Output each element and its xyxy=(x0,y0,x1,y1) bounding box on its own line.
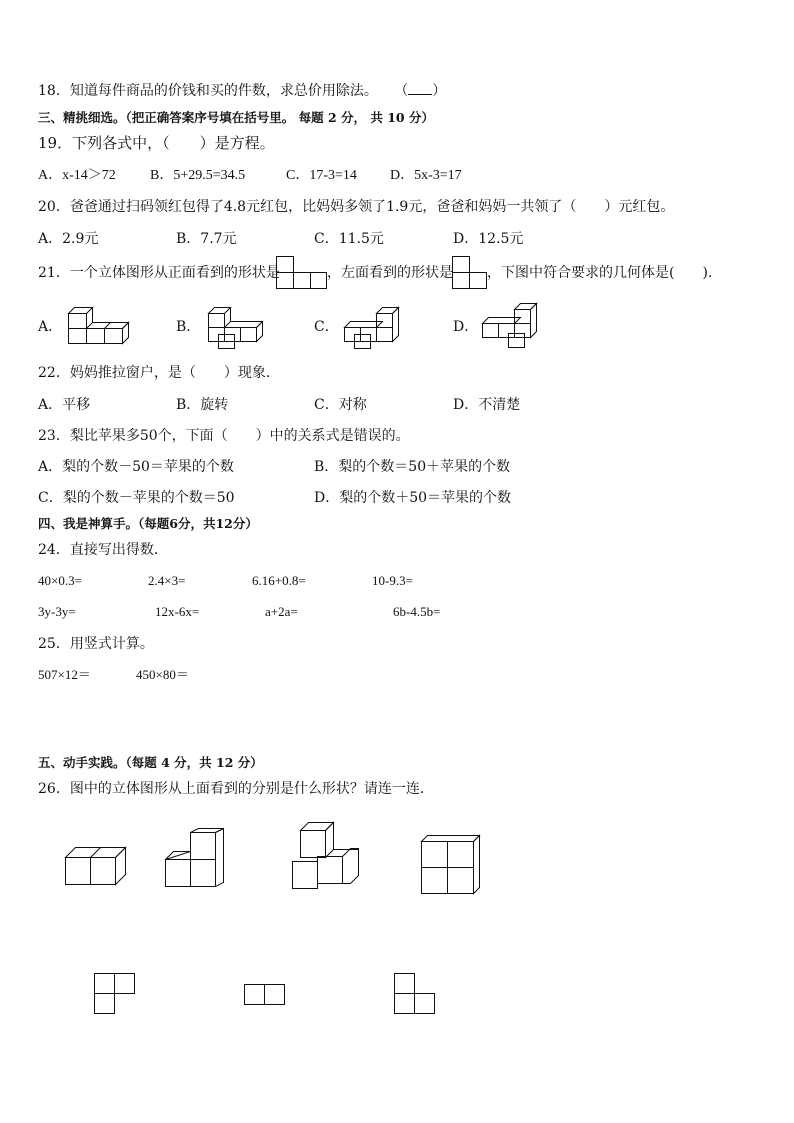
q23-option-d[interactable]: D．梨的个数＋50＝苹果的个数 xyxy=(314,490,512,506)
q22-option-a[interactable]: A．平移 xyxy=(38,397,91,413)
solid-figure-3 xyxy=(290,820,362,892)
q21-part1: 21．一个立体图形从正面看到的形状是 xyxy=(38,265,280,281)
question-19-stem: 19．下列各式中，（ ）是方程。 xyxy=(38,134,275,152)
vertical-calc-item[interactable]: 450×80＝ xyxy=(136,667,189,682)
answer-paren-close: ） xyxy=(432,83,447,99)
section-5-title: 五、动手实践。（每题 4 分，共 12 分） xyxy=(38,755,263,770)
top-view-shape-3[interactable] xyxy=(394,973,436,1015)
left-view-figure xyxy=(452,256,488,290)
calc-item[interactable]: 40×0.3= xyxy=(38,573,82,588)
q21-option-b[interactable]: B． xyxy=(176,319,201,335)
question-18-text: 18．知道每件商品的价钱和买的件数，求总价用除法。 xyxy=(38,83,378,99)
q19-option-c[interactable]: C．17-3=14 xyxy=(286,168,357,183)
question-24-stem: 24．直接写出得数． xyxy=(38,542,168,558)
q19-option-d[interactable]: D．5x-3=17 xyxy=(390,168,462,183)
calc-item[interactable]: 12x-6x= xyxy=(155,604,200,619)
solid-figure-1 xyxy=(64,842,128,888)
q20-option-c[interactable]: C．11.5元 xyxy=(314,231,384,247)
q22-option-b[interactable]: B．旋转 xyxy=(176,397,229,413)
top-view-shape-2[interactable] xyxy=(244,984,286,1006)
vertical-calc-item[interactable]: 507×12＝ xyxy=(38,667,91,682)
q21-part2: ，左面看到的形状是 xyxy=(327,265,453,281)
answer-paren-open: （ xyxy=(394,83,409,99)
q23-option-a[interactable]: A．梨的个数－50＝苹果的个数 xyxy=(38,459,234,475)
solid-figure-4 xyxy=(420,834,482,896)
calc-item[interactable]: 3y-3y= xyxy=(38,604,76,619)
top-view-shape-1[interactable] xyxy=(94,973,136,1015)
calc-item[interactable]: 6.16+0.8= xyxy=(252,573,306,588)
q22-option-d[interactable]: D．不清楚 xyxy=(453,397,521,413)
q19-option-a[interactable]: A．x-14＞72 xyxy=(38,168,116,183)
question-18 xyxy=(38,82,446,100)
q21-part3: ，下图中符合要求的几何体是( ). xyxy=(487,265,713,281)
section-3-title: 三、精挑细选。（把正确答案序号填在括号里。 每题 2 分， 共 10 分） xyxy=(38,110,434,125)
q21-option-d-figure xyxy=(478,301,540,351)
calc-item[interactable]: 2.4×3= xyxy=(148,573,186,588)
answer-blank[interactable] xyxy=(408,82,432,95)
section-4-title: 四、我是神算手。（每题6分，共12分） xyxy=(38,516,258,531)
q21-option-c[interactable]: C． xyxy=(314,319,339,335)
q23-option-b[interactable]: B．梨的个数＝50＋苹果的个数 xyxy=(314,459,511,475)
q20-option-a[interactable]: A．2.9元 xyxy=(38,231,99,247)
calc-item[interactable]: 6b-4.5b= xyxy=(393,604,441,619)
solid-figure-2 xyxy=(164,828,228,888)
q20-option-d[interactable]: D．12.5元 xyxy=(453,231,524,247)
calc-item[interactable]: a+2a= xyxy=(265,604,298,619)
q21-option-d[interactable]: D． xyxy=(453,319,479,335)
calc-item[interactable]: 10-9.3= xyxy=(372,573,413,588)
q21-option-b-figure xyxy=(204,303,266,351)
question-23-stem: 23．梨比苹果多50个，下面（ ）中的关系式是错误的。 xyxy=(38,428,410,444)
q21-option-a[interactable]: A． xyxy=(38,319,63,335)
q21-option-a-figure xyxy=(64,305,134,345)
question-20-stem: 20．爸爸通过扫码领红包得了4.8元红包，比妈妈多领了1.9元，爸爸和妈妈一共领了（ ）元红包。 xyxy=(38,199,675,215)
question-25-stem: 25．用竖式计算。 xyxy=(38,636,154,652)
question-22-stem: 22．妈妈推拉窗户，是（ ）现象． xyxy=(38,365,280,381)
q20-option-b[interactable]: B．7.7元 xyxy=(176,231,237,247)
question-26-stem: 26．图中的立体图形从上面看到的分别是什么形状？请连一连． xyxy=(38,781,434,797)
q21-option-c-figure xyxy=(340,303,402,351)
q23-option-c[interactable]: C．梨的个数－苹果的个数＝50 xyxy=(38,490,235,506)
front-view-figure xyxy=(276,256,328,290)
q19-option-b[interactable]: B．5+29.5=34.5 xyxy=(150,168,246,183)
q22-option-c[interactable]: C．对称 xyxy=(314,397,367,413)
